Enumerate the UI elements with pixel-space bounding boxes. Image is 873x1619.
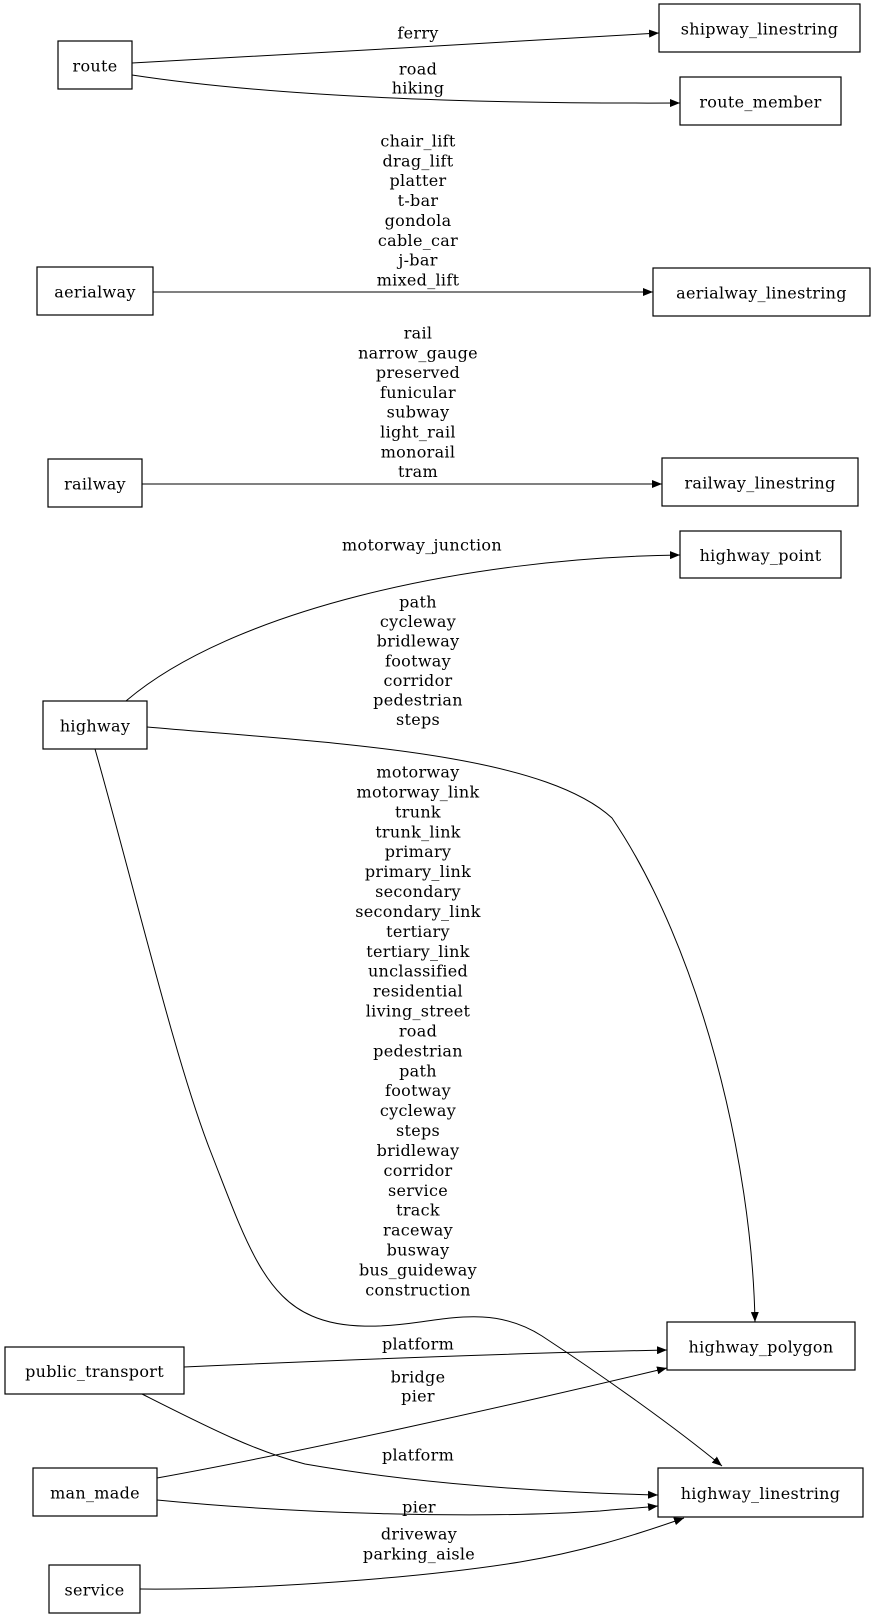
node-label-highway: highway [59, 716, 131, 736]
node-shipway_linestring [659, 4, 860, 52]
edge-label-aerialway-aerialway_linestring: drag_lift [382, 151, 454, 171]
edge-label-public_transport-highway_polygon: platform [381, 1334, 455, 1354]
edge-label-highway-highway_linestring: pedestrian [373, 1041, 463, 1061]
edge-label-railway-railway_linestring: funicular [380, 382, 456, 402]
edge-label-route-route_member: road [398, 59, 438, 79]
edge-label-railway-railway_linestring: rail [403, 323, 433, 343]
node-man_made [33, 1468, 157, 1516]
edge-label-highway-highway_polygon: corridor [383, 670, 453, 690]
node-railway_linestring [662, 458, 858, 506]
edge-label-railway-railway_linestring: preserved [375, 363, 461, 383]
edge-label-highway-highway_linestring: track [396, 1200, 440, 1220]
edge-label-man_made-highway_polygon: bridge [390, 1367, 446, 1387]
edge-label-highway-highway_linestring: secondary_link [355, 901, 481, 921]
node-route [58, 41, 132, 89]
edge-label-man_made-highway_linestring: pier [402, 1497, 436, 1517]
edge-label-highway-highway_polygon: path [399, 592, 437, 612]
node-label-highway_polygon: highway_polygon [688, 1337, 834, 1357]
edge-label-highway-highway_linestring: tertiary [386, 921, 450, 941]
node-aerialway_linestring [653, 268, 870, 316]
edge-label-highway-highway_linestring: raceway [383, 1220, 453, 1240]
edge-label-highway-highway_linestring: service [387, 1180, 449, 1200]
edge-label-highway-highway_linestring: bridleway [376, 1140, 460, 1160]
edge-label-man_made-highway_polygon: pier [401, 1386, 435, 1406]
edge-label-aerialway-aerialway_linestring: gondola [384, 210, 452, 230]
edge-label-highway-highway_linestring: trunk_link [375, 822, 461, 842]
edge-label-highway-highway_linestring: primary_link [364, 862, 472, 882]
node-label-highway_point: highway_point [699, 546, 822, 565]
edge-label-service-highway_linestring: driveway [380, 1524, 458, 1544]
edge-label-highway-highway_linestring: road [398, 1021, 438, 1041]
edge-label-highway-highway_linestring: path [399, 1061, 437, 1081]
edge-label-highway-highway_linestring: trunk [395, 802, 441, 822]
node-aerialway [37, 267, 153, 315]
node-highway [43, 701, 147, 749]
edge-label-highway-highway_linestring: cycleway [379, 1101, 457, 1121]
edge-label-aerialway-aerialway_linestring: chair_lift [380, 131, 456, 151]
edge-label-highway-highway_linestring: busway [386, 1240, 450, 1260]
edge-label-public_transport-highway_linestring: platform [381, 1445, 455, 1465]
edge-label-aerialway-aerialway_linestring: j-bar [398, 250, 438, 270]
edge-label-service-highway_linestring: parking_aisle [362, 1544, 476, 1564]
node-label-aerialway: aerialway [54, 282, 136, 302]
edge-label-highway-highway_linestring: living_street [365, 1001, 471, 1021]
node-label-shipway_linestring: shipway_linestring [680, 19, 839, 39]
edge-label-aerialway-aerialway_linestring: t-bar [397, 191, 439, 211]
node-label-highway_linestring: highway_linestring [680, 1484, 841, 1503]
edge-label-highway-highway_linestring: residential [373, 981, 463, 1001]
edge-label-railway-railway_linestring: narrow_gauge [358, 343, 478, 363]
edge-label-highway-highway_polygon: bridleway [376, 631, 460, 651]
edge-label-highway-highway_polygon: cycleway [379, 612, 457, 632]
node-service [49, 1565, 140, 1613]
node-railway [48, 459, 142, 507]
node-label-railway_linestring: railway_linestring [684, 473, 836, 493]
node-label-man_made: man_made [50, 1483, 140, 1503]
edge-label-railway-railway_linestring: subway [386, 402, 450, 422]
node-highway_polygon [667, 1322, 855, 1370]
node-route_member [680, 77, 841, 125]
edge-label-highway-highway_linestring: secondary [375, 882, 461, 902]
edge-label-highway-highway_polygon: pedestrian [373, 690, 463, 710]
node-highway_linestring [658, 1468, 863, 1517]
edge-label-highway-highway_linestring: corridor [383, 1160, 453, 1180]
node-highway_point [680, 531, 841, 578]
edge-label-highway-highway_linestring: bus_guideway [358, 1260, 478, 1280]
edge-label-highway-highway_linestring: motorway_link [356, 782, 480, 802]
node-label-service: service [64, 1580, 125, 1600]
node-label-public_transport: public_transport [25, 1362, 164, 1381]
node-label-route_member: route_member [699, 92, 822, 112]
edge-label-highway-highway_linestring: steps [395, 1121, 441, 1141]
edge-label-aerialway-aerialway_linestring: platter [389, 171, 447, 191]
edge-label-railway-railway_linestring: light_rail [380, 422, 456, 442]
edge-label-highway-highway_linestring: primary [384, 842, 452, 862]
edge-label-highway-highway_point: motorway_junction [342, 535, 502, 555]
edge-label-aerialway-aerialway_linestring: cable_car [377, 230, 459, 250]
edge-label-route-route_member: hiking [391, 78, 445, 98]
edge-label-railway-railway_linestring: tram [398, 462, 438, 482]
edge-label-highway-highway_polygon: footway [385, 651, 451, 671]
edge-label-highway-highway_linestring: motorway [376, 762, 460, 782]
edge-label-highway-highway_linestring: construction [365, 1280, 471, 1300]
edge-label-aerialway-aerialway_linestring: mixed_lift [376, 270, 460, 290]
node-label-route: route [72, 56, 118, 76]
node-label-aerialway_linestring: aerialway_linestring [676, 283, 847, 303]
edge-label-route-shipway_linestring: ferry [397, 23, 439, 43]
edge-route-shipway_linestring [132, 33, 659, 63]
edge-label-highway-highway_linestring: tertiary_link [366, 941, 470, 961]
node-label-railway: railway [64, 474, 126, 494]
node-public_transport [5, 1347, 184, 1394]
edge-label-railway-railway_linestring: monorail [380, 442, 456, 462]
edge-label-highway-highway_linestring: footway [385, 1081, 451, 1101]
edge-public_transport-highway_linestring [142, 1394, 658, 1495]
edge-label-highway-highway_polygon: steps [395, 710, 441, 730]
edge-label-highway-highway_linestring: unclassified [367, 961, 469, 981]
